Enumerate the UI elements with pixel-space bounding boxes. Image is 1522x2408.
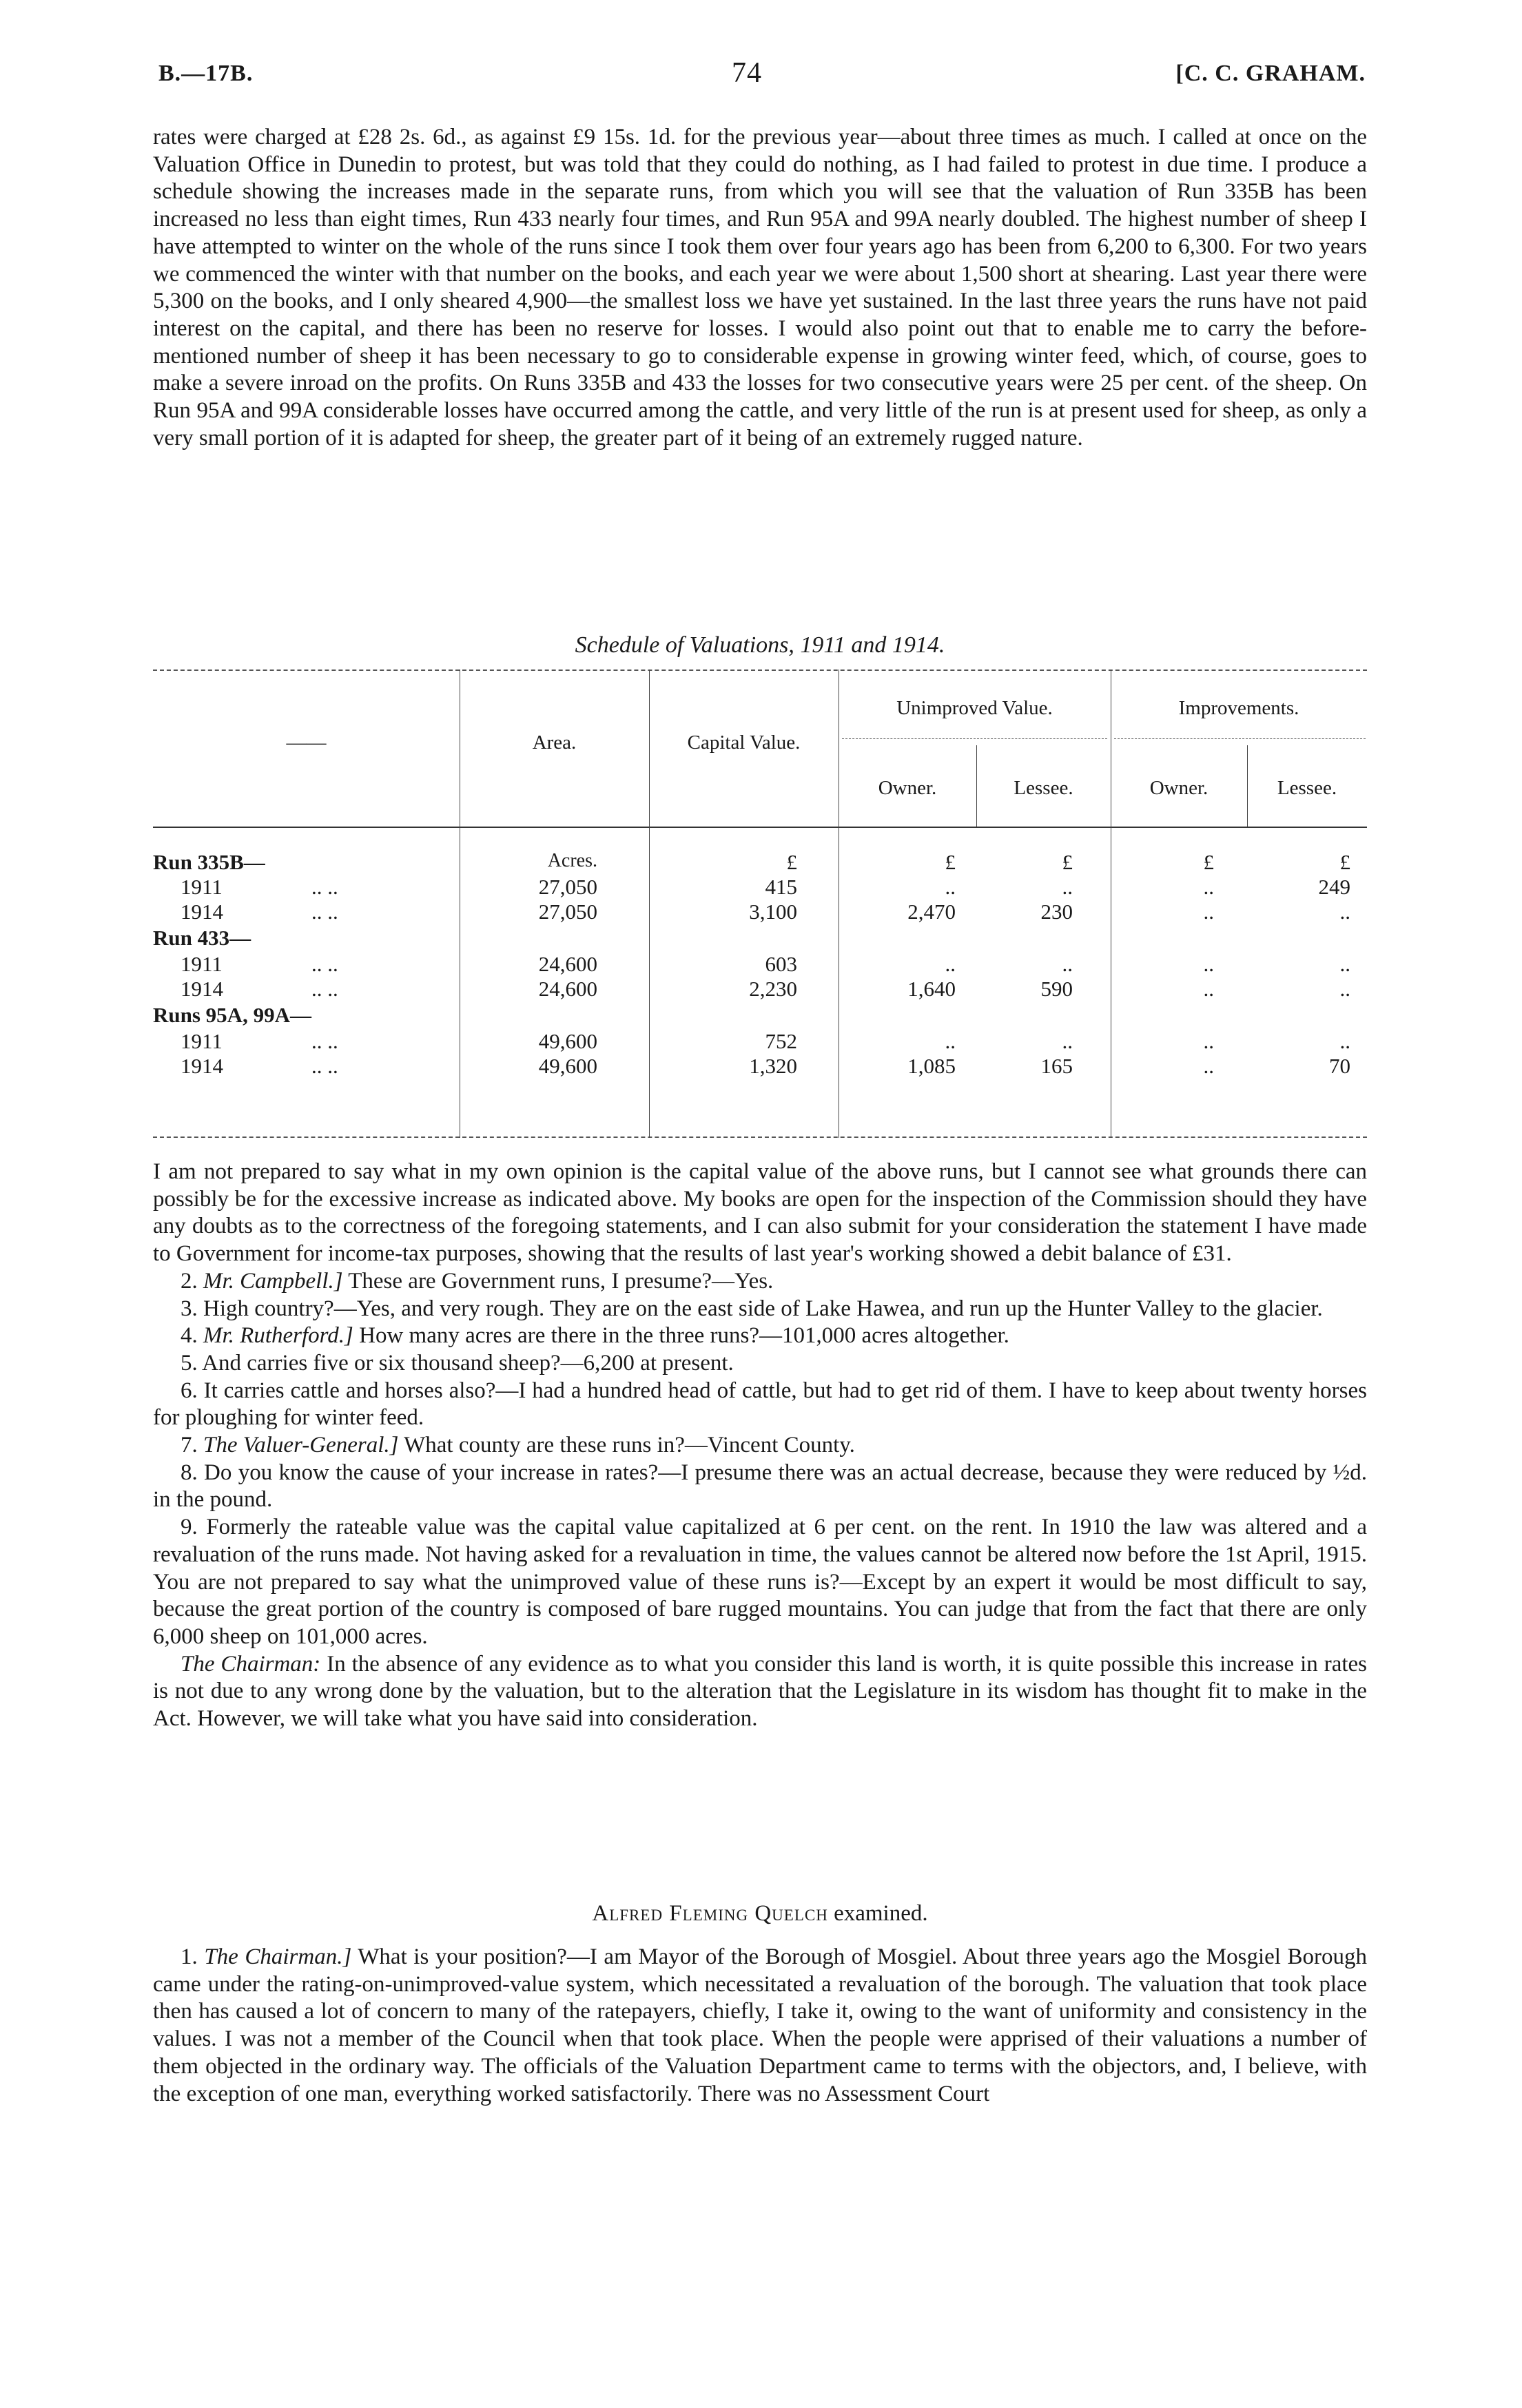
table-cell-imp-lessee: 249 [1318, 875, 1350, 899]
evidence-paragraph-2 [153, 1159, 1367, 1868]
table-top-rule [153, 670, 1367, 671]
table-cell-area: 24,600 [538, 952, 597, 976]
uv-lessee-header: Lessee. [1014, 777, 1073, 799]
question-text: These are Government runs, I presume?—Yes. [342, 1268, 774, 1294]
valuations-table [153, 670, 1367, 1138]
page-header [158, 56, 1366, 98]
table-cell-uv-owner: 1,085 [907, 1054, 956, 1078]
table-cell-uv-lessee: .. [1062, 952, 1073, 976]
table-cell-imp-lessee: 70 [1329, 1054, 1350, 1078]
table-cell-area: 49,600 [538, 1029, 597, 1053]
table-bottom-rule [153, 1136, 1367, 1138]
stub-header: —— [286, 731, 327, 754]
table-cell-uv-owner: 2,470 [907, 900, 956, 924]
improvements-header: Improvements. [1178, 697, 1299, 719]
table-cell-uv-owner: .. [945, 1029, 956, 1053]
imp-owner-header: Owner. [1149, 777, 1209, 799]
opening-statement: I am not prepared to say what in my own opinion is the capital value of the above runs, but I cannot see what grounds there can possibly be for the excessive increase as indicated above. My books are open for the inspection of the Commission should they have any doubts as to the correctness of the foregoing statements, and I can also submit for your consideration the statement I have made to Government for income-tax purposes, showing that the results of last year's working showed a debit balance of £31. [153, 1159, 1367, 1267]
table-group-label: Runs 95A, 99A— [153, 1003, 311, 1027]
table-row-year: 1914 [181, 977, 223, 1001]
witness-name: Alfred Fleming Quelch [592, 1901, 828, 1926]
speaker-name: The Chairman: [181, 1651, 321, 1677]
unimproved-subheader-rule [842, 738, 1107, 739]
table-cell-uv-lessee: 590 [1040, 977, 1073, 1001]
table-cell-capital: 3,100 [749, 900, 797, 924]
question-4 [153, 1322, 1367, 1350]
question-2 [153, 1268, 1367, 1296]
uv-lessee-unit: £ [1062, 850, 1073, 874]
question-5: 5. And carries five or six thousand sheep?—6,200 at present. [181, 1350, 734, 1376]
table-cell-capital: 752 [765, 1029, 797, 1053]
table-row-leaders: .. .. [311, 952, 338, 976]
table-cell-capital: 1,320 [749, 1054, 797, 1078]
table-group-label: Run 433— [153, 926, 251, 950]
table-cell-area: 27,050 [538, 900, 597, 924]
table-caption: Schedule of Valuations, 1911 and 1914. [575, 632, 945, 658]
table-row-year: 1911 [181, 1029, 223, 1053]
table-cell-imp-owner: .. [1203, 900, 1214, 924]
page-number: 74 [732, 57, 762, 89]
question-number: 1. [181, 1944, 205, 1969]
table-row-leaders: .. .. [311, 977, 338, 1001]
imp-owner-unit: £ [1203, 850, 1214, 874]
question-8: 8. Do you know the cause of your increase in rates?—I presume there was an actual decrease, because they were reduced by ½d. in the pound. [153, 1460, 1367, 1513]
question-7 [153, 1432, 1367, 1460]
table-group-label: Run 335B— [153, 850, 265, 874]
table-cell-uv-owner: .. [945, 952, 956, 976]
table-row-year: 1911 [181, 875, 223, 899]
witness-running-head: [C. C. GRAHAM. [1175, 61, 1366, 86]
table-cell-capital: 603 [765, 952, 797, 976]
evidence-paragraph-3 [153, 1944, 1367, 2288]
table-cell-capital: 415 [765, 875, 797, 899]
table-cell-area: 24,600 [538, 977, 597, 1001]
evidence-paragraph-1: rates were charged at £28 2s. 6d., as against £9 15s. 1d. for the previous year—about three times as much. I called at once on the Valuation Office in Dunedin to protest, but was told that they could do nothing, as I had failed to protest in due time. I produce a schedule showing the increases made in the separate runs, from which you will see that the valuation of Run 335B has been increased no less than eight times, Run 433 nearly four times, and Run 95A and 99A nearly doubled. The highest number of sheep I have attempted to winter on the whole of the runs since I took them over four years ago has been from 6,200 to 6,300. For two years we commenced the winter with that number on the books, and each year we were about 1,500 short at shearing. Last year there were 5,300 on the books, and I only sheared 4,900—the smallest loss we have yet sustained. In the last three years the runs have not paid interest on the capital, and there has been no reserve for losses. I would also point out that to enable me to carry the before-mentioned number of sheep it has been necessary to go to considerable expense in growing winter feed, which, of course, goes to make a severe inroad on the profits. On Runs 335B and 433 the losses for two consecutive years were 25 per cent. of the sheep. On Run 95A and 99A considerable losses have occurred among the cattle, and very little of the run is at present used for sheep, as only a very small portion of it is adapted for sheep, the greater part of it being of an extremely rugged nature. [153, 125, 1367, 450]
table-cell-imp-owner: .. [1203, 875, 1214, 899]
question-1 [153, 1944, 1367, 2108]
imp-lessee-header: Lessee. [1277, 777, 1337, 799]
table-cell-area: 27,050 [538, 875, 597, 899]
table-cell-uv-owner: .. [945, 875, 956, 899]
area-header: Area. [532, 731, 577, 754]
table-cell-area: 49,600 [538, 1054, 597, 1078]
imp-lessee-unit: £ [1339, 850, 1350, 874]
table-cell-imp-owner: .. [1203, 1054, 1214, 1078]
remark-text: In the absence of any evidence as to what you consider this land is worth, it is quite possible this increase in rates is not due to any wrong done by the valuation, but to the alteration that the Legislature in its wisdom has thought fit to make in the Act. However, we will take what you have said into consideration. [153, 1651, 1367, 1732]
area-unit: Acres. [547, 850, 597, 871]
parliamentary-paper-reference: B.—17B. [158, 61, 254, 86]
table-cell-uv-owner: 1,640 [907, 977, 956, 1001]
speaker-name: The Chairman.] [204, 1944, 352, 1969]
question-text: What county are these runs in?—Vincent County. [398, 1433, 855, 1458]
table-cell-imp-owner: .. [1203, 1029, 1214, 1053]
chairman-remark [153, 1651, 1367, 1733]
table-cell-uv-lessee: 230 [1040, 900, 1073, 924]
question-3: 3. High country?—Yes, and very rough. They are on the east side of Lake Hawea, and run up the Hunter Valley to the glacier. [181, 1296, 1323, 1321]
table-cell-imp-lessee: .. [1339, 952, 1350, 976]
question-9: 9. Formerly the rateable value was the capital value capitalized at 6 per cent. on the rent. In 1910 the law was altered and a revaluation of the runs made. Not having asked for a revaluation in time, the values cannot be altered now before the 1st April, 1915. You are not prepared to say what the unimproved value of these runs is?—Except by an expert it would be most difficult to say, because the great portion of the country is composed of bare rugged mountains. You can judge that from the fact that there are only 6,000 sheep on 101,000 acres. [153, 1515, 1367, 1649]
speaker-name: The Valuer-General.] [203, 1433, 399, 1458]
uv-owner-unit: £ [945, 850, 956, 874]
table-cell-imp-lessee: .. [1339, 900, 1350, 924]
table-row-leaders: .. .. [311, 900, 338, 924]
question-number: 4. [181, 1323, 203, 1349]
question-text: How many acres are there in the three runs?—101,000 acres altogether. [353, 1323, 1009, 1349]
table-row-leaders: .. .. [311, 1054, 338, 1078]
speaker-name: Mr. Rutherford.] [203, 1323, 353, 1349]
improvements-subheader-rule [1114, 738, 1366, 739]
witness-suffix: examined. [827, 1901, 928, 1926]
table-row-leaders: .. .. [311, 875, 338, 899]
table-row-year: 1914 [181, 1054, 223, 1078]
table-cell-uv-lessee: .. [1062, 1029, 1073, 1053]
table-row-year: 1911 [181, 952, 223, 976]
capital-value-header: Capital Value. [687, 731, 801, 754]
capital-unit: £ [786, 850, 797, 874]
witness-heading [153, 1901, 1367, 1927]
speaker-name: Mr. Campbell.] [203, 1268, 343, 1294]
table-cell-imp-owner: .. [1203, 977, 1214, 1001]
table-cell-imp-owner: .. [1203, 952, 1214, 976]
question-number: 7. [181, 1433, 203, 1458]
table-header-rule [153, 827, 1367, 828]
table-cell-imp-lessee: .. [1339, 977, 1350, 1001]
table-cell-capital: 2,230 [749, 977, 797, 1001]
uv-owner-header: Owner. [878, 777, 937, 799]
question-text: What is your position?—I am Mayor of the Borough of Mosgiel. About three years ago the Mosgiel Borough came under the rating-on-unimproved-value system, which necessitated a revaluation of the borough. The valuation that took place then has caused a lot of concern to many of the ratepayers, chiefly, I take it, owing to the want of uniformity and consistency in the values. I was not a member of the Council when that took place. When the people were apprised of their valuations a number of them objected in the ordinary way. The officials of the Valuation Department came to terms with the objectors, and, I believe, with the exception of one man, everything worked satisfactorily. There was no Assessment Court [153, 1944, 1367, 2106]
table-row-leaders: .. .. [311, 1029, 338, 1053]
table-row-year: 1914 [181, 900, 223, 924]
table-cell-uv-lessee: .. [1062, 875, 1073, 899]
question-6: 6. It carries cattle and horses also?—I had a hundred head of cattle, but had to get rid of them. I have to keep about twenty horses for ploughing for winter feed. [153, 1378, 1367, 1431]
question-number: 2. [181, 1268, 203, 1294]
unimproved-value-header: Unimproved Value. [896, 697, 1053, 719]
table-cell-uv-lessee: 165 [1040, 1054, 1073, 1078]
table-cell-imp-lessee: .. [1339, 1029, 1350, 1053]
